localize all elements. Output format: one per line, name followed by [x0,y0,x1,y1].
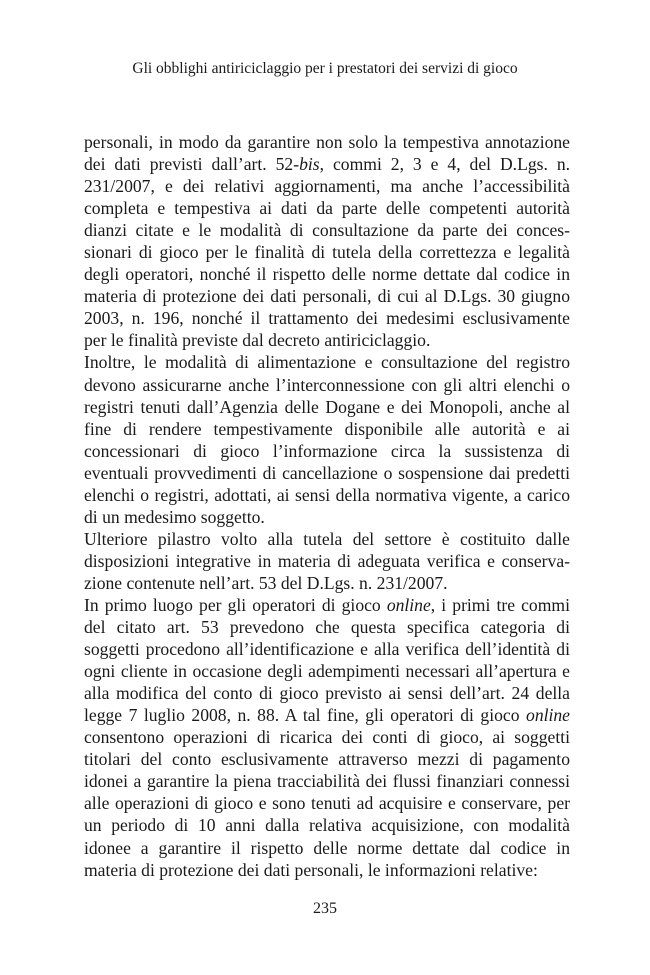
text-line [84,704,570,726]
text-line [84,351,570,373]
text-line [84,859,570,881]
text-line [84,462,570,484]
text-segment: alla modifica del conto di gioco previsto ai sensi dell’art. 24 della [84,683,570,704]
text-segment: Inoltre, le modalità di alimentazione e consultazione del registro [84,352,570,373]
text-segment: materia di protezione dei dati personali, le informazioni relative: [84,859,538,880]
text-line [84,550,570,572]
text-segment: sionari di gioco per le finalità di tutela della correttezza e legalità [84,242,570,263]
text-segment: In primo luogo per gli operatori di gioco [84,594,387,615]
text-line [84,329,570,351]
text-segment: fine di rendere tempestivamente disponibile alle autorità e ai [84,418,570,439]
text-segment: disposizioni integrative in materia di adeguata verifica e conserva- [84,550,570,571]
text-segment: idonee a garantire il rispetto delle norme dettate dal codice in [84,837,570,858]
body-text [84,131,570,881]
text-segment: soggetti procedono all’identificazione e alla verifica dell’identità di [84,639,570,660]
page-number: 235 [313,900,337,917]
text-segment: registri tenuti dall’Agenzia delle Dogane e dei Monopoli, anche al [84,396,570,417]
text-line [84,616,570,638]
text-line [84,219,570,241]
text-segment: consentono operazioni di ricarica dei conti di gioco, ai soggetti [84,727,570,748]
text-segment: dianzi citate e le modalità di consultazione da parte dei conces- [84,220,570,241]
text-segment: legge 7 luglio 2008, n. 88. A tal fine, gli operatori di gioco [84,705,527,726]
text-line [84,374,570,396]
text-line [84,285,570,307]
running-header: Gli obblighi antiriciclaggio per i prestatori dei servizi di gioco [132,60,518,77]
text-line [84,572,570,594]
text-line [84,792,570,814]
text-segment: ogni cliente in occasione degli adempimenti necessari all’apertura e [84,661,570,682]
text-line [84,748,570,770]
text-line [84,726,570,748]
text-line [84,131,570,153]
text-segment: dei dati previsti dall’art. 52- [84,154,300,175]
text-line [84,396,570,418]
text-segment: degli operatori, nonché il rispetto delle norme dettate dal codice in [84,264,570,285]
italic-term: bis [299,154,320,175]
text-segment: un periodo di 10 anni dalla relativa acquisizione, con modalità [84,815,570,836]
text-line [84,638,570,660]
text-line [84,682,570,704]
text-segment: concessionari di gioco l’informazione circa la sussistenza di [84,440,570,461]
text-line [84,484,570,506]
text-segment: Ulteriore pilastro volto alla tutela del settore è costituito dalle [84,528,570,549]
text-line [84,440,570,462]
italic-term: online [526,705,570,726]
text-line [84,263,570,285]
text-segment: materia di protezione dei dati personali, di cui al D.Lgs. 30 giugno [84,286,570,307]
text-segment: per le finalità previste dal decreto antiriciclaggio. [84,330,431,351]
text-segment: idonei a garantire la piena tracciabilità dei flussi finanziari connessi [84,771,570,792]
text-line [84,241,570,263]
text-line [84,770,570,792]
text-line [84,814,570,836]
text-segment: devono assicurarne anche l’interconnessione con gli altri elenchi o [84,374,570,395]
text-segment: del citato art. 53 prevedono che questa specifica categoria di [84,617,570,638]
text-segment: completa e tempestiva ai dati da parte delle competenti autorità [84,198,570,219]
italic-term: online [386,594,431,615]
text-line [84,197,570,219]
text-segment: elenchi o registri, adottati, ai sensi della normativa vigente, a carico [84,484,570,505]
text-segment: alle operazioni di gioco e sono tenuti ad acquisire e conservare, per [84,793,570,814]
text-line [84,153,570,175]
text-line [84,594,570,616]
text-line [84,175,570,197]
text-segment: , commi 2, 3 e 4, del D.Lgs. n. [319,154,571,175]
text-line [84,418,570,440]
text-segment: 231/2007, e dei relativi aggiornamenti, ma anche l’accessibilità [84,176,570,197]
text-segment: 2003, n. 196, nonché il trattamento dei medesimi esclusivamente [84,308,570,329]
text-line [84,307,570,329]
text-segment: personali, in modo da garantire non solo la tempestiva annotazione [84,132,570,152]
text-segment: di un medesimo soggetto. [84,506,265,527]
text-line [84,506,570,528]
text-line [84,837,570,859]
text-line [84,660,570,682]
text-segment: zione contenute nell’art. 53 del D.Lgs. n. 231/2007. [84,572,448,593]
text-segment: titolari del conto esclusivamente attraverso mezzi di pagamento [84,749,570,770]
text-segment: eventuali provvedimenti di cancellazione o sospensione dai predetti [84,462,570,483]
text-line [84,528,570,550]
text-segment: , i primi tre commi [430,594,570,615]
